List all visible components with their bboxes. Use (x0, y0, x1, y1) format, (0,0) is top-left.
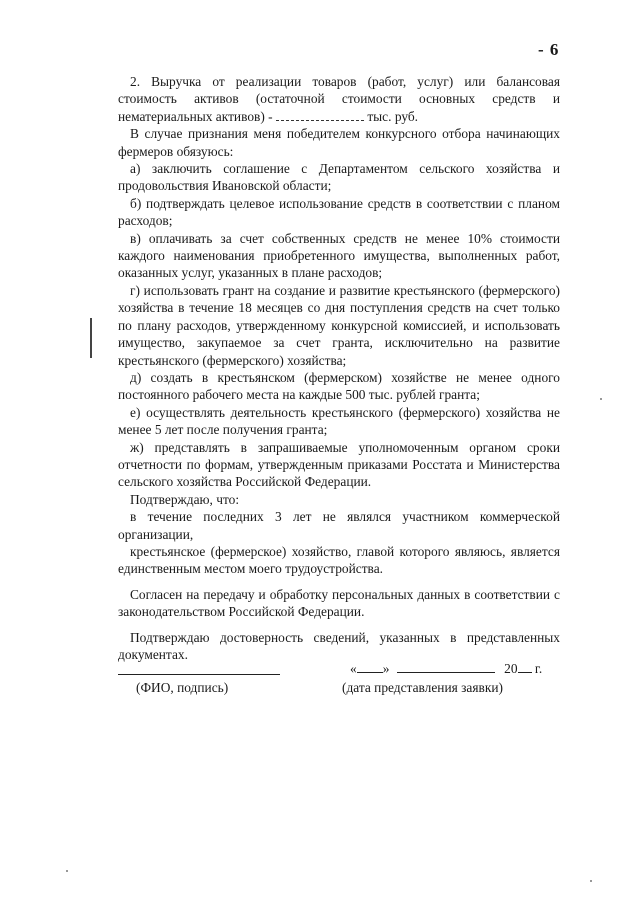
page-number: - 6 (538, 40, 560, 59)
paragraph-confirm-2: крестьянское (фермерское) хозяйство, главой которого являюсь, является единственным местом моего трудоустройства. (118, 543, 560, 577)
paragraph-accuracy: Подтверждаю достоверность сведений, указанных в представленных документах. (118, 629, 560, 662)
scan-speck (590, 880, 592, 882)
paragraph-item-v: в) оплачивать за счет собственных средств не менее 10% стоимости каждого наименования приобретенного имущества, выполненных работ, оказанных услуг, указанных в плане расходов; (118, 230, 560, 281)
paragraph-item-g: г) использовать грант на создание и развитие крестьянского (фермерского) хозяйства в течение 18 месяцев со дня поступления средств на счет только по плану расходов, утвержденному конкурсной комиссией, и использовать имущество, закупаемое за счет гранта, исключительно на развитие крестьянского (фермерского) хозяйства; (118, 282, 560, 368)
paragraph-item-zh: ж) представлять в запрашиваемые уполномоченным органом сроки отчетности по формам, утвержденным приказами Росстата и Министерства сельского хозяйства Российской Федерации. (118, 439, 560, 490)
paragraph-revenue: 2. Выручка от реализации товаров (работ, услуг) или балансовая стоимость активов (остаточной стоимости основных средств и нематериальных активов) - тыс. руб. (118, 74, 560, 124)
revenue-blank (276, 109, 364, 121)
paragraph-item-b: б) подтверждать целевое использование средств в соответствии с планом расходов; (118, 195, 560, 229)
scan-speck (66, 870, 68, 872)
paragraph-item-d: д) создать в крестьянском (фермерском) хозяйстве не менее одного постоянного рабочего места на каждые 500 тыс. рублей гранта; (118, 369, 560, 403)
year-blank (518, 660, 532, 673)
signature-caption: (ФИО, подпись) (136, 680, 229, 695)
paragraph-confirm-1: в течение последних 3 лет не являлся участником коммерческой организации, (118, 509, 560, 542)
date-caption: (дата представления заявки) (342, 680, 503, 695)
date-line: « » 20 г. (350, 661, 543, 676)
day-blank (357, 660, 383, 673)
paragraph-obligations-intro: В случае признания меня победителем конкурсного отбора начинающих фермеров обязуюсь: (118, 126, 560, 159)
paragraph-consent: Согласен на передачу и обработку персональных данных в соответствии с законодательством Российской Федерации. (118, 586, 560, 620)
paragraph-confirm-intro: Подтверждаю, что: (130, 491, 240, 507)
month-blank (397, 660, 495, 673)
signature-block (118, 660, 560, 710)
scan-speck (600, 398, 602, 400)
margin-mark (90, 318, 92, 358)
paragraph-item-e: е) осуществлять деятельность крестьянского (фермерского) хозяйства не менее 5 лет после получения гранта; (118, 404, 560, 438)
document-body (118, 73, 560, 663)
signature-line (118, 674, 280, 675)
paragraph-item-a: а) заключить соглашение с Департаментом сельского хозяйства и продовольствия Ивановской области; (118, 161, 560, 194)
